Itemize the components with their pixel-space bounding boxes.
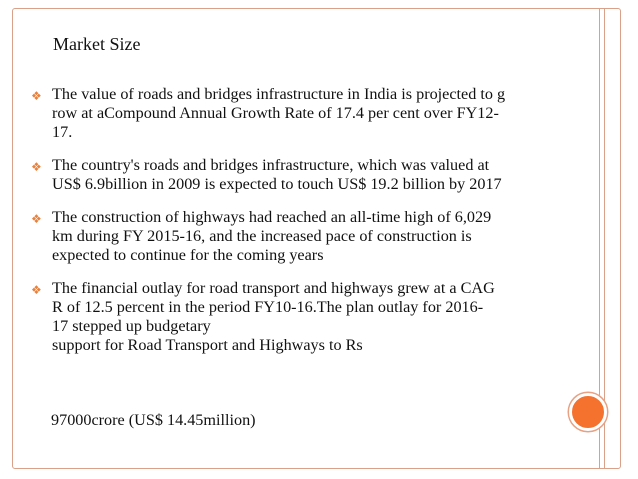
bullet-line: km during FY 2015-16, and the increased pace of construction is — [52, 227, 472, 245]
bullet-item-outlay — [31, 279, 571, 355]
bullet-icon: ❖ — [31, 283, 42, 297]
bullet-line: US$ 6.9billion in 2009 is expected to touch US$ 19.2 billion by 2017 — [52, 175, 502, 193]
bullet-line: 17. — [52, 123, 73, 141]
bullet-icon: ❖ — [31, 160, 42, 174]
slide-border-line-right — [604, 8, 605, 469]
outlay-amount-text: 97000crore (US$ 14.45million) — [51, 411, 256, 429]
bullet-item-construction — [31, 208, 571, 265]
bullet-line: The country's roads and bridges infrastructure, which was valued at — [52, 156, 490, 174]
bullet-line: support for Road Transport and Highways to Rs — [52, 336, 363, 354]
decorative-circle-icon — [569, 393, 607, 431]
bullet-item-valuation — [31, 156, 571, 194]
bullet-icon: ❖ — [31, 212, 42, 226]
slide-heading: Market Size — [53, 34, 141, 54]
bullet-line: expected to continue for the coming years — [52, 246, 324, 264]
bullet-line: row at aCompound Annual Growth Rate of 17.4 per cent over FY12- — [52, 104, 499, 122]
bullet-line: The financial outlay for road transport and highways grew at a CAG — [52, 279, 495, 297]
bullet-item-growth — [31, 85, 571, 142]
bullet-line: The construction of highways had reached an all-time high of 6,029 — [52, 208, 492, 226]
bullet-icon: ❖ — [31, 89, 42, 103]
bullet-line: 17 stepped up budgetary — [52, 317, 211, 335]
bullet-line: The value of roads and bridges infrastructure in India is projected to g — [52, 85, 506, 103]
bullet-line: R of 12.5 percent in the period FY10-16.The plan outlay for 2016- — [52, 298, 484, 316]
bullet-list — [31, 85, 571, 369]
